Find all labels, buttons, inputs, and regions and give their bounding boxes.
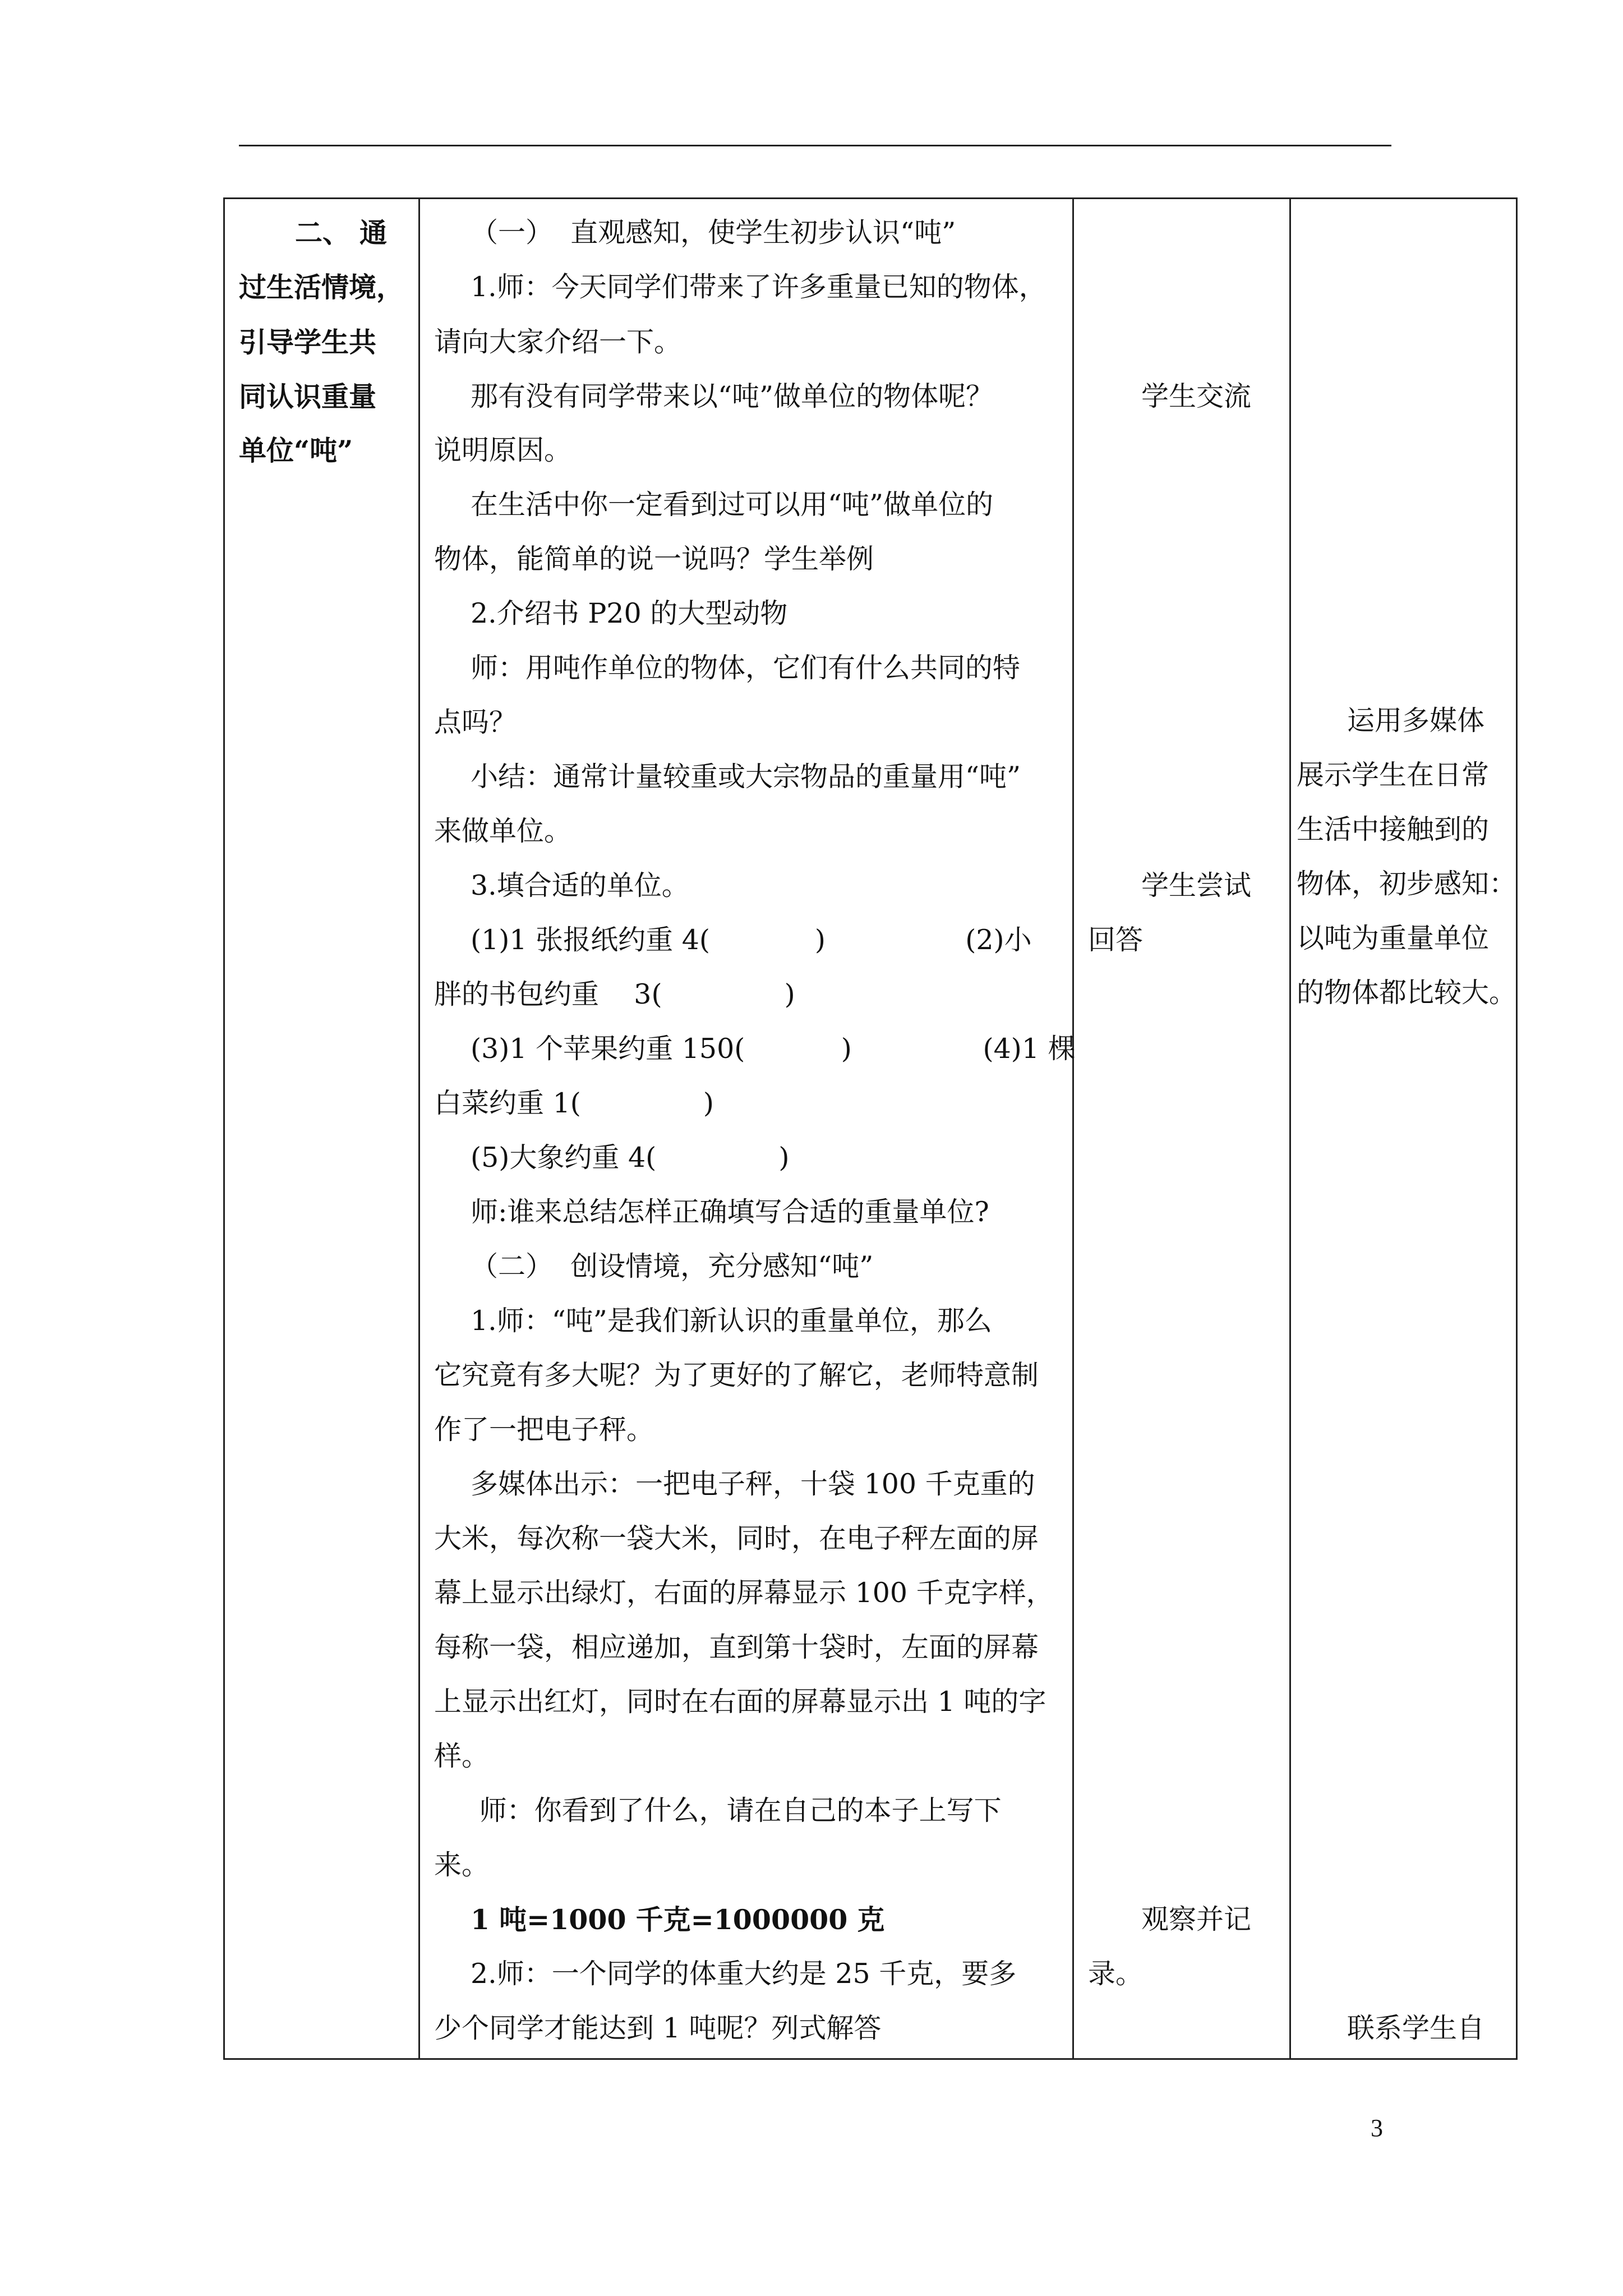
design-intent-cell [1291,199,1519,2058]
design-intent-line: 生活中接触到的 [1297,813,1490,845]
conversion-formula: 1 吨=1000 千克=1000000 克 [471,1903,885,1936]
content-line: 白菜约重 1( ) [434,1087,714,1119]
design-intent-line: 以吨为重量单位 [1297,922,1490,954]
content-line: 点吗？ [434,706,517,738]
student-activity-line: 录。 [1088,1958,1144,1990]
section-title-line: 单位“吨” [239,434,353,467]
content-line: 小结：通常计量较重或大宗物品的重量用“吨” [471,761,1021,793]
lesson-table [223,197,1518,2060]
content-line: 3.填合适的单位。 [471,869,689,901]
content-line: 说明原因。 [434,434,572,466]
content-line: 上显示出红灯，同时在右面的屏幕显示出 1 吨的字 [434,1686,1046,1718]
design-intent-line: 运用多媒体 [1347,705,1485,737]
content-line: 它究竟有多大呢？为了更好的了解它，老师特意制 [434,1359,1039,1391]
content-line: 大米，每次称一袋大米，同时，在电子秤左面的屏 [434,1522,1039,1554]
section-title-line: 引导学生共 [239,326,377,358]
student-activity-line: 观察并记 [1141,1903,1252,1935]
content-line: 1.师：“吨”是我们新认识的重量单位，那么 [471,1305,992,1337]
teaching-content-cell [420,199,1076,2058]
content-line: 少个同学才能达到 1 吨呢？列式解答 [434,2012,882,2044]
content-line: 作了一把电子秤。 [434,1414,654,1446]
design-intent-line: 展示学生在日常 [1297,759,1490,791]
design-intent-line: 物体，初步感知： [1297,868,1517,900]
content-line: 师：你看到了什么，请在自己的本子上写下 [471,1795,1002,1826]
content-line: （一） 直观感知，使学生初步认识“吨” [471,217,956,249]
section-title-line: 二、 通 [295,217,388,249]
content-line: 来做单位。 [434,815,572,847]
page-number: 3 [1371,2114,1383,2142]
content-line: 胖的书包约重 3( ) [434,978,795,1010]
content-line: 2.师：一个同学的体重大约是 25 千克，要多 [471,1958,1017,1990]
content-line: 幕上显示出绿灯，右面的屏幕显示 100 千克字样， [434,1577,1054,1609]
design-intent-line: 联系学生自 [1347,2012,1485,2044]
content-line: 师：用吨作单位的物体，它们有什么共同的特 [471,652,1021,684]
student-activity-line: 学生交流 [1141,380,1252,412]
student-activity-line: 学生尝试 [1141,869,1252,901]
student-activity-line: 回答 [1088,924,1144,956]
content-line: 多媒体出示：一把电子秤，十袋 100 千克重的 [471,1468,1035,1500]
content-line: 每称一袋，相应递加，直到第十袋时，左面的屏幕 [434,1631,1039,1663]
content-line: 师:谁来总结怎样正确填写合适的重量单位? [471,1196,989,1228]
content-line: 2.介绍书 P20 的大型动物 [471,597,788,629]
content-line: 来。 [434,1849,490,1881]
content-line: 请向大家介绍一下。 [434,326,682,358]
content-line: （二） 创设情境，充分感知“吨” [471,1250,874,1282]
section-title-line: 过生活情境， [239,271,404,303]
student-activity-cell [1074,199,1289,2058]
content-line: 1.师：今天同学们带来了许多重量已知的物体， [471,271,1046,303]
content-line: 在生活中你一定看到过可以用“吨”做单位的 [471,489,994,521]
header-rule [239,145,1391,146]
content-line: 样。 [434,1740,490,1772]
content-line: (5)大象约重 4( ) [471,1142,790,1174]
content-line: 那有没有同学带来以“吨”做单位的物体呢？ [471,380,994,412]
design-intent-line: 的物体都比较大。 [1297,977,1517,1009]
section-title-line: 同认识重量 [239,380,377,413]
content-line: (3)1 个苹果约重 150( ) (4)1 棵 [471,1033,1076,1065]
section-title-cell [225,199,418,2058]
content-line: 物体，能简单的说一说吗？学生举例 [434,543,874,575]
content-line: (1)1 张报纸约重 4( ) (2)小 [471,924,1032,956]
